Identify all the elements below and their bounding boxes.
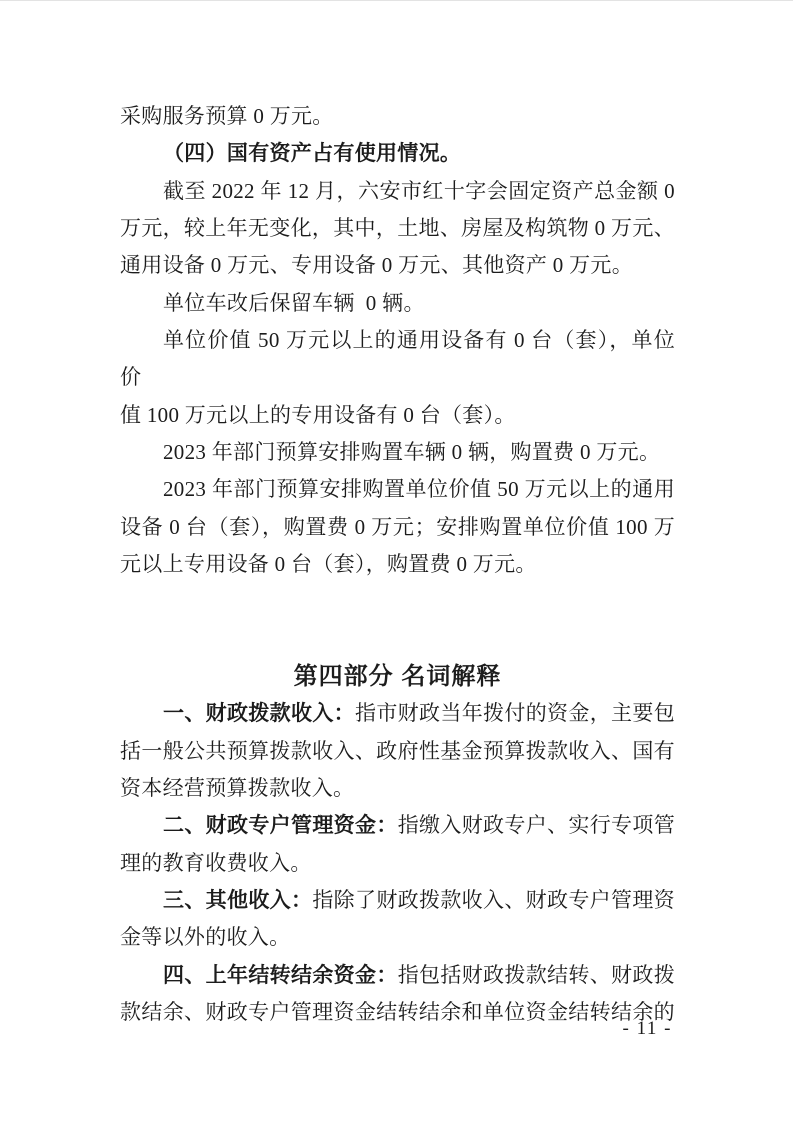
- text-run: 值 100 万元以上的专用设备有 0 台（套）。: [120, 402, 516, 427]
- text-line: [120, 845, 675, 882]
- text-line: [120, 471, 675, 508]
- paragraph: [120, 322, 675, 434]
- text-line: [120, 285, 675, 322]
- text-run: 设备 0 台（套），购置费 0 万元；安排购置单位价值 100 万: [120, 514, 675, 539]
- paragraph: [120, 471, 675, 583]
- text-line: [120, 135, 675, 172]
- text-line: [120, 247, 675, 284]
- text-run: 通用设备 0 万元、专用设备 0 万元、其他资产 0 万元。: [120, 253, 633, 278]
- text-line: [120, 546, 675, 583]
- text-line: [120, 322, 675, 397]
- paragraph: [120, 434, 675, 471]
- paragraph: [120, 98, 675, 135]
- text-line: [120, 807, 675, 844]
- text-run: 指除了财政拨款收入、财政专户管理资: [312, 887, 675, 912]
- text-line: [120, 882, 675, 919]
- bold-run: 二、财政专户管理资金：: [163, 814, 398, 838]
- text-line: [120, 733, 675, 770]
- bold-run: 四、上年结转结余资金：: [163, 963, 398, 987]
- body-section-bottom: [120, 695, 675, 1031]
- text-line: [120, 434, 675, 471]
- text-line: [120, 994, 675, 1031]
- document-body: [120, 98, 675, 1031]
- paragraph: [120, 882, 675, 957]
- paragraph: [120, 807, 675, 882]
- paragraph: [120, 173, 675, 285]
- text-run: 理的教育收费收入。: [120, 850, 312, 875]
- text-run: 单位车改后保留车辆 0 辆。: [163, 290, 425, 315]
- section-heading: 第四部分 名词解释: [293, 662, 502, 690]
- text-line: [120, 919, 675, 956]
- text-line: [120, 957, 675, 994]
- text-run: 元以上专用设备 0 台（套），购置费 0 万元。: [120, 551, 537, 576]
- text-run: 2023 年部门预算安排购置车辆 0 辆，购置费 0 万元。: [163, 439, 661, 464]
- text-run: 截至 2022 年 12 月，六安市红十字会固定资产总金额 0: [163, 178, 675, 203]
- page-number: - 11 -: [622, 1018, 672, 1039]
- text-run: 万元，较上年无变化，其中，土地、房屋及构筑物 0 万元、: [120, 215, 675, 240]
- text-run: 资本经营预算拨款收入。: [120, 775, 355, 800]
- text-run: 2023 年部门预算安排购置单位价值 50 万元以上的通用: [163, 477, 675, 502]
- bold-run: 三、其他收入：: [163, 888, 313, 912]
- bold-run: （四）国有资产占有使用情况。: [163, 142, 462, 166]
- text-line: [120, 770, 675, 807]
- body-section-top: [120, 98, 675, 583]
- text-run: 指缴入财政专户、实行专项管: [397, 813, 675, 838]
- text-run: 采购服务预算 0 万元。: [120, 104, 334, 128]
- text-line: [120, 98, 675, 135]
- paragraph: [120, 135, 675, 172]
- paragraph: [120, 957, 675, 1032]
- text-line: [120, 695, 675, 732]
- paragraph: [120, 695, 675, 807]
- text-run: 单位价值 50 万元以上的通用设备有 0 台（套），单位价: [120, 327, 675, 390]
- bold-run: 一、财政拨款收入：: [163, 702, 356, 726]
- text-run: 括一般公共预算拨款收入、政府性基金预算拨款收入、国有: [120, 738, 675, 763]
- text-line: [120, 397, 675, 434]
- paragraph: [120, 285, 675, 322]
- text-run: 指市财政当年拨付的资金，主要包: [355, 701, 675, 726]
- text-line: [120, 509, 675, 546]
- text-line: [120, 173, 675, 210]
- text-run: 金等以外的收入。: [120, 925, 291, 950]
- text-run: 款结余、财政专户管理资金结转结余和单位资金结转结余的: [120, 999, 675, 1024]
- text-run: 指包括财政拨款结转、财政拨: [397, 962, 675, 987]
- text-line: [120, 210, 675, 247]
